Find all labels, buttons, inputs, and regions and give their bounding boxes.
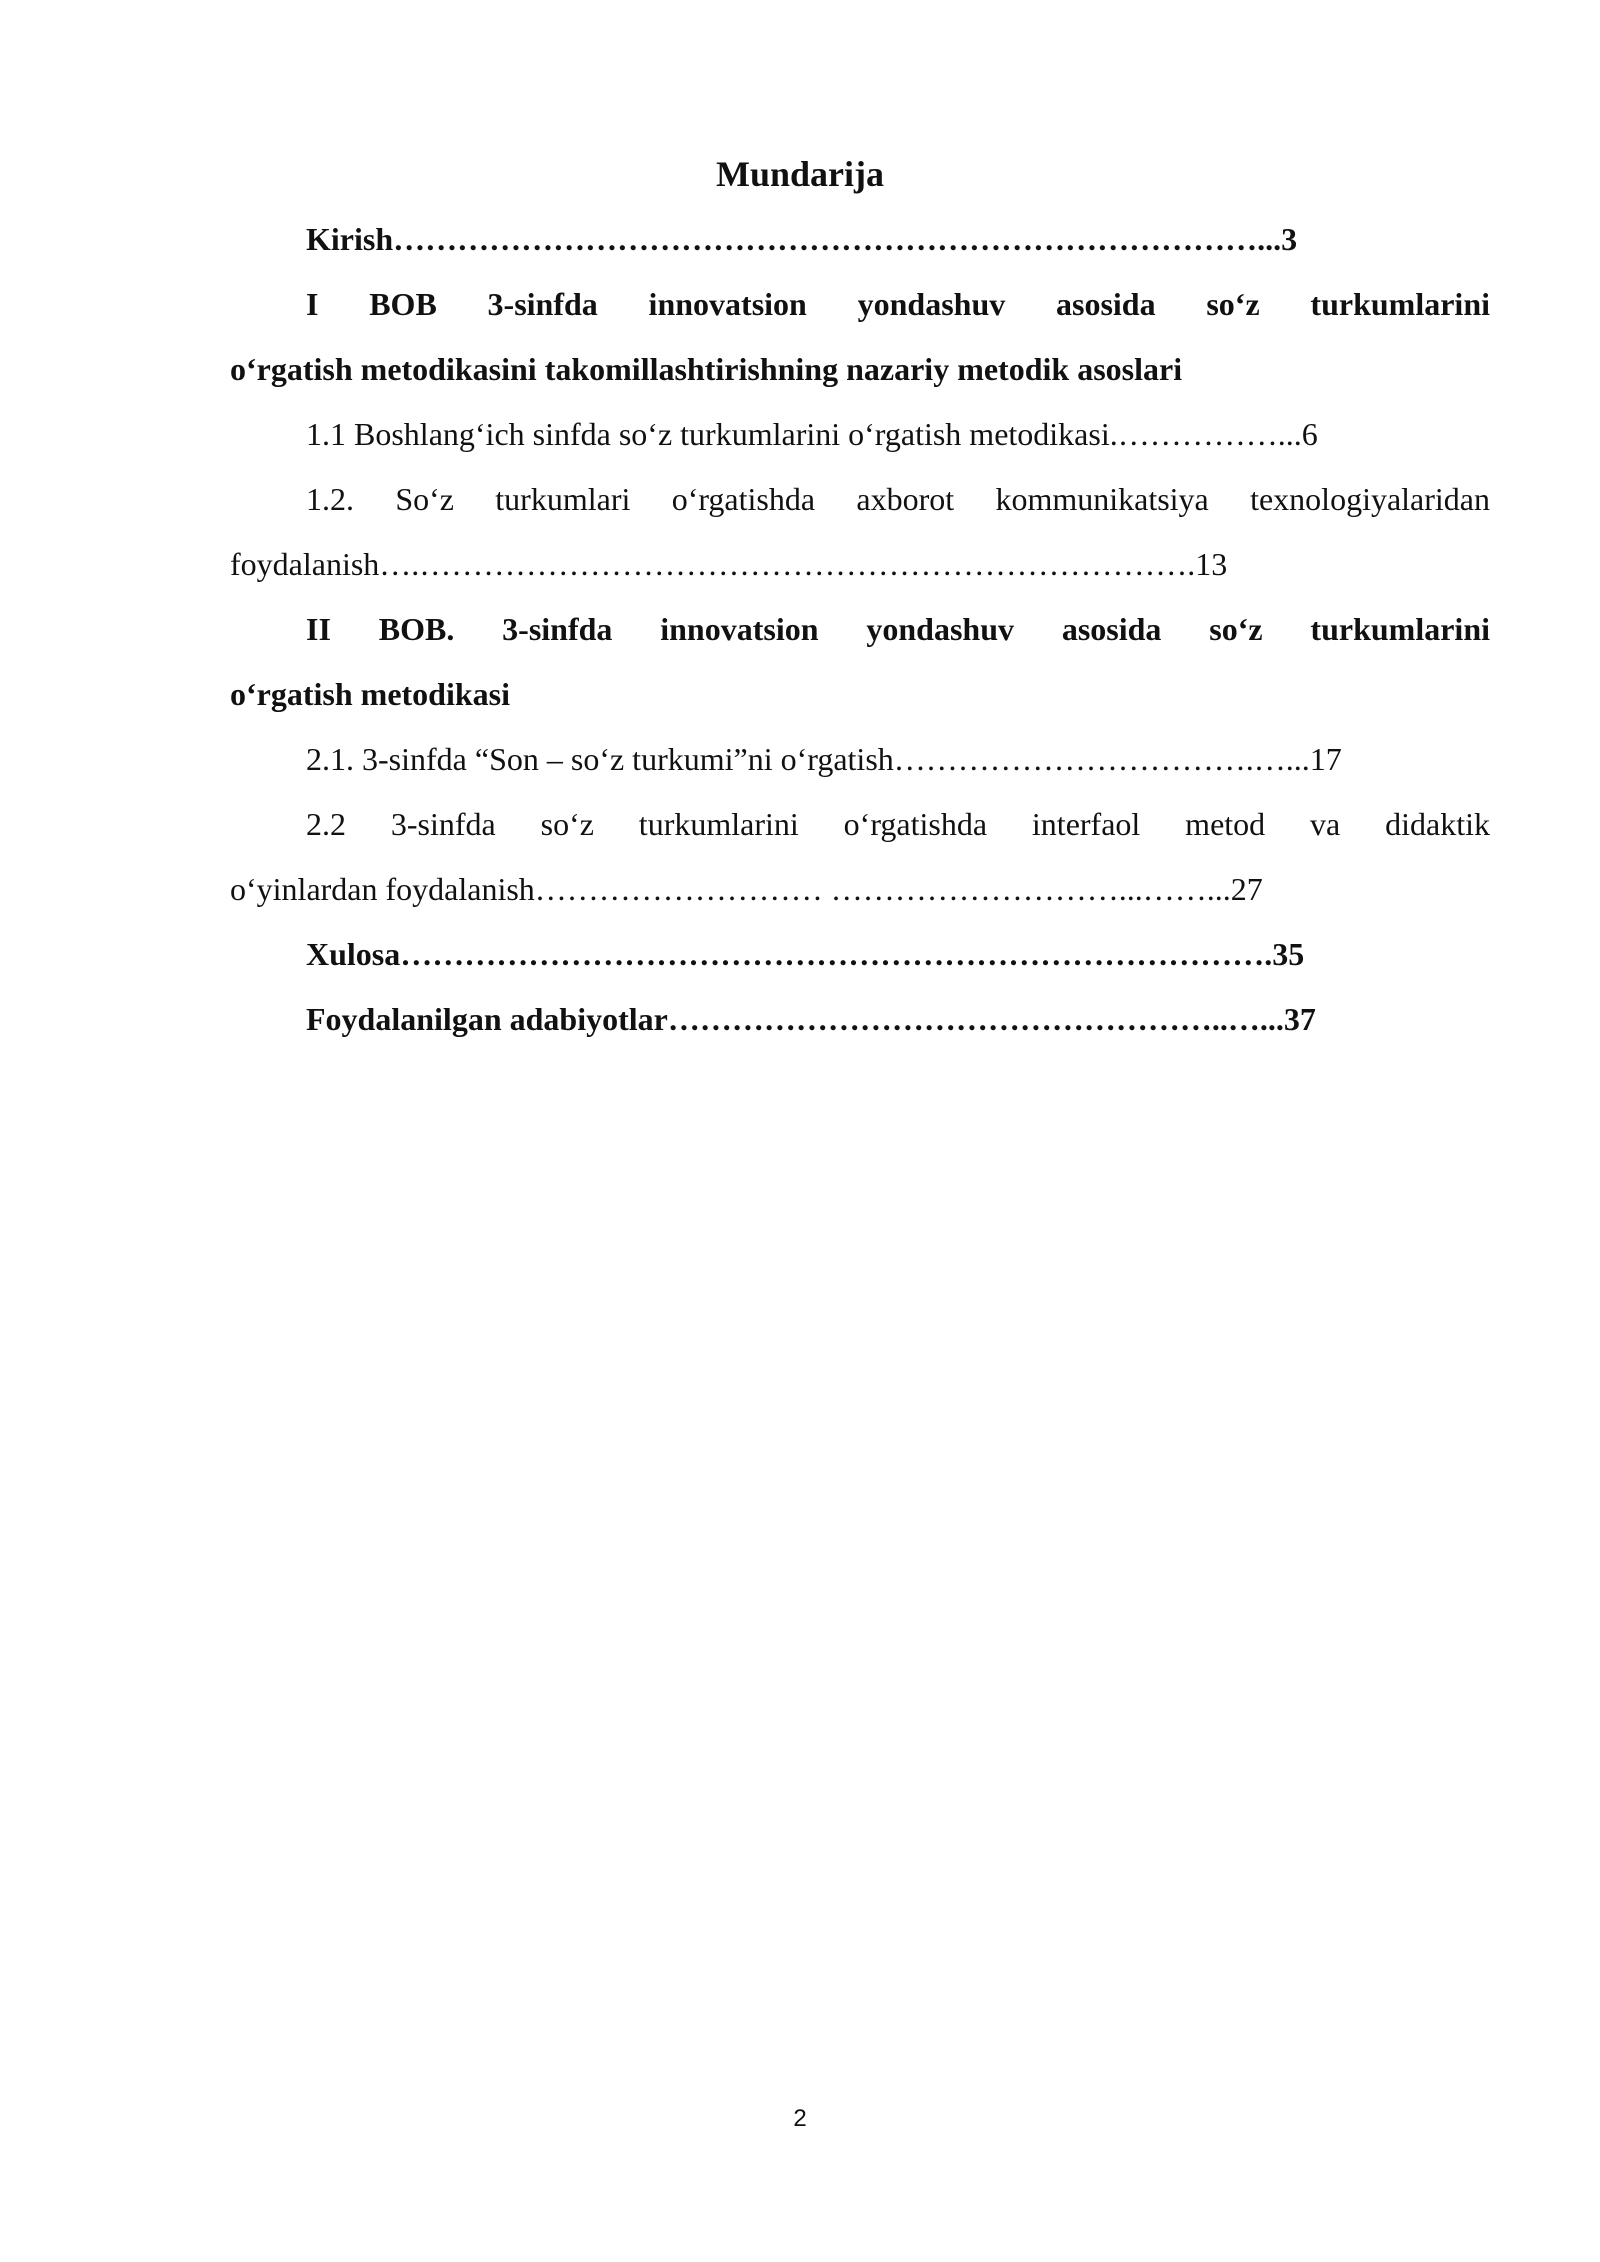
toc-entry-1-2-line-1: 1.2. So‘z turkumlari o‘rgatishda axborot kommunikatsiya texnologiyalaridan — [306, 481, 1490, 517]
toc-entry-2-1: 2.1. 3-sinfda “Son – so‘z turkumi”ni o‘rgatish…………………………….…...17 — [306, 741, 1342, 777]
toc-entry-xulosa: Xulosa……………………………………………………………………….35 — [306, 936, 1305, 972]
toc-entry-adabiyotlar: Foydalanilgan adabiyotlar……………………………………………..…...37 — [306, 1001, 1316, 1037]
toc-entry-1-1: 1.1 Boshlang‘ich sinfda so‘z turkumlarini o‘rgatish metodikasi.……………...6 — [306, 416, 1318, 452]
toc-entry-2-2-line-2: o‘yinlardan foydalanish……………………… ………………………...……...27 — [230, 871, 1263, 907]
toc-entry-bob-1-line-1: I BOB 3-sinfda innovatsion yondashuv asosida so‘z turkumlarini — [306, 286, 1490, 322]
page-number: 2 — [793, 2105, 807, 2132]
toc-entry-kirish: Kirish………………………………………………………………………...3 — [306, 221, 1298, 257]
toc-entry-bob-2-line-1: II BOB. 3-sinfda innovatsion yondashuv asosida so‘z turkumlarini — [306, 611, 1490, 647]
toc-entry-1-2-line-2: foydalanish….……………………………………………………………….13 — [230, 546, 1228, 582]
toc-entry-bob-2-line-2: o‘rgatish metodikasi — [230, 676, 510, 712]
toc-entry-bob-1-line-2: o‘rgatish metodikasini takomillashtirishning nazariy metodik asoslari — [230, 351, 1183, 387]
toc-title: Mundarija — [715, 154, 884, 194]
toc-entry-2-2-line-1: 2.2 3-sinfda so‘z turkumlarini o‘rgatishda interfaol metod va didaktik — [306, 806, 1490, 842]
